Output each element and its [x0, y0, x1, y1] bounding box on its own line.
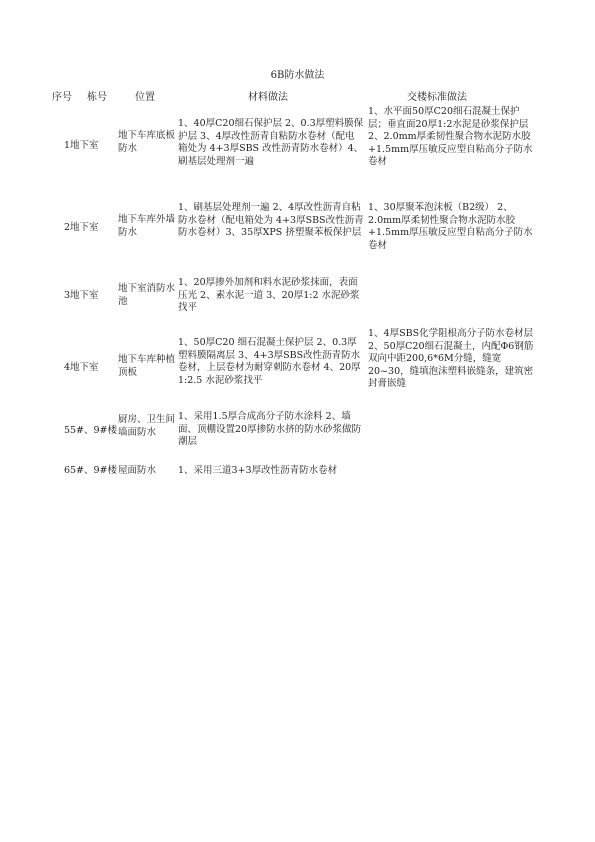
header-position: 位置 [135, 92, 155, 103]
sheet-title: 6B防水做法 [270, 70, 325, 81]
header-standard: 交楼标准做法 [407, 92, 467, 103]
seq-cell: 6 [63, 465, 70, 476]
position-cell: 地下车库种植顶板 [118, 354, 176, 378]
material-cell: 1、刷基层处理剂一遍 2、4厚改性沥青自粘防水卷材（配电箱处为 4+3厚SBS改性沥青防水卷材）3、35厚XPS 挤塑聚苯板保护层 [178, 202, 364, 238]
position-cell: 地下车库底板防水 [118, 130, 176, 154]
material-cell: 1、40厚C20细石保护层 2、0.3厚塑料膜保护层 3、4厚改性沥青自粘防水卷材（配电箱处为 4+3厚SBS 改性沥青防水卷材）4、刷基层处理剂一遍 [178, 118, 364, 167]
building-cell: 地下室 [70, 140, 99, 151]
position-cell: 厨房、卫生间墙面防水 [118, 414, 176, 438]
standard-cell: 1、水平面50厚C20细石混凝土保护层；垂直面20厚1:2水泥是砂浆保护层 2、2.0mm厚柔韧性聚合物水泥防水胶+1.5mm厚压敏反应型自粘高分子防水卷材 [368, 106, 533, 167]
material-cell: 1、采用三道3+3厚改性沥青防水卷材 [178, 465, 338, 476]
building-cell: 地下室 [70, 362, 99, 373]
seq-cell: 5 [63, 425, 70, 436]
building-cell: 5#、9#楼 [70, 465, 118, 476]
seq-cell: 1 [63, 140, 70, 151]
standard-cell: 1、4厚SBS化学阻根高分子防水卷材层 2、50厚C20细石混凝土，内配Φ6钢筋双向中距200,6*6M分缝，缝宽20~30，缝填泡沫塑料嵌缝条，建筑密封膏嵌缝 [368, 328, 534, 389]
position-cell: 屋面防水 [118, 465, 157, 476]
building-cell: 地下室 [70, 222, 99, 233]
seq-cell: 4 [63, 362, 70, 373]
seq-cell: 3 [63, 290, 70, 301]
material-cell: 1、20厚掺外加剂和料水泥砂浆抹面，表面压光 2、素水泥一道 3、20厚1:2 水泥砂浆找平 [178, 277, 360, 313]
building-cell: 5#、9#楼 [70, 425, 118, 436]
material-cell: 1、采用1.5厚合成高分子防水涂料 2、墙面、顶棚设置20厚掺防水挤的防水砂浆做防潮层 [178, 411, 362, 447]
material-cell: 1、50厚C20 细石混凝土保护层 2、0.3厚塑料膜隔离层 3、4+3厚SBS改性沥青防水卷材，上层卷材为耐穿刺防水卷材 4、20厚1:2.5 水泥砂浆找平 [178, 337, 361, 386]
seq-cell: 2 [63, 222, 70, 233]
header-material: 材料做法 [248, 92, 288, 103]
standard-cell: 1、30厚聚苯泡沫板（B2级） 2、2.0mm厚柔韧性聚合物水泥防水胶+1.5mm厚压敏反应型自粘高分子防水卷材 [368, 202, 533, 251]
header-seq: 序号 [52, 92, 72, 103]
position-cell: 地下室消防水池 [118, 283, 176, 307]
building-cell: 地下室 [70, 290, 99, 301]
position-cell: 地下车库外墙防水 [118, 214, 176, 238]
header-building: 栋号 [87, 92, 107, 103]
